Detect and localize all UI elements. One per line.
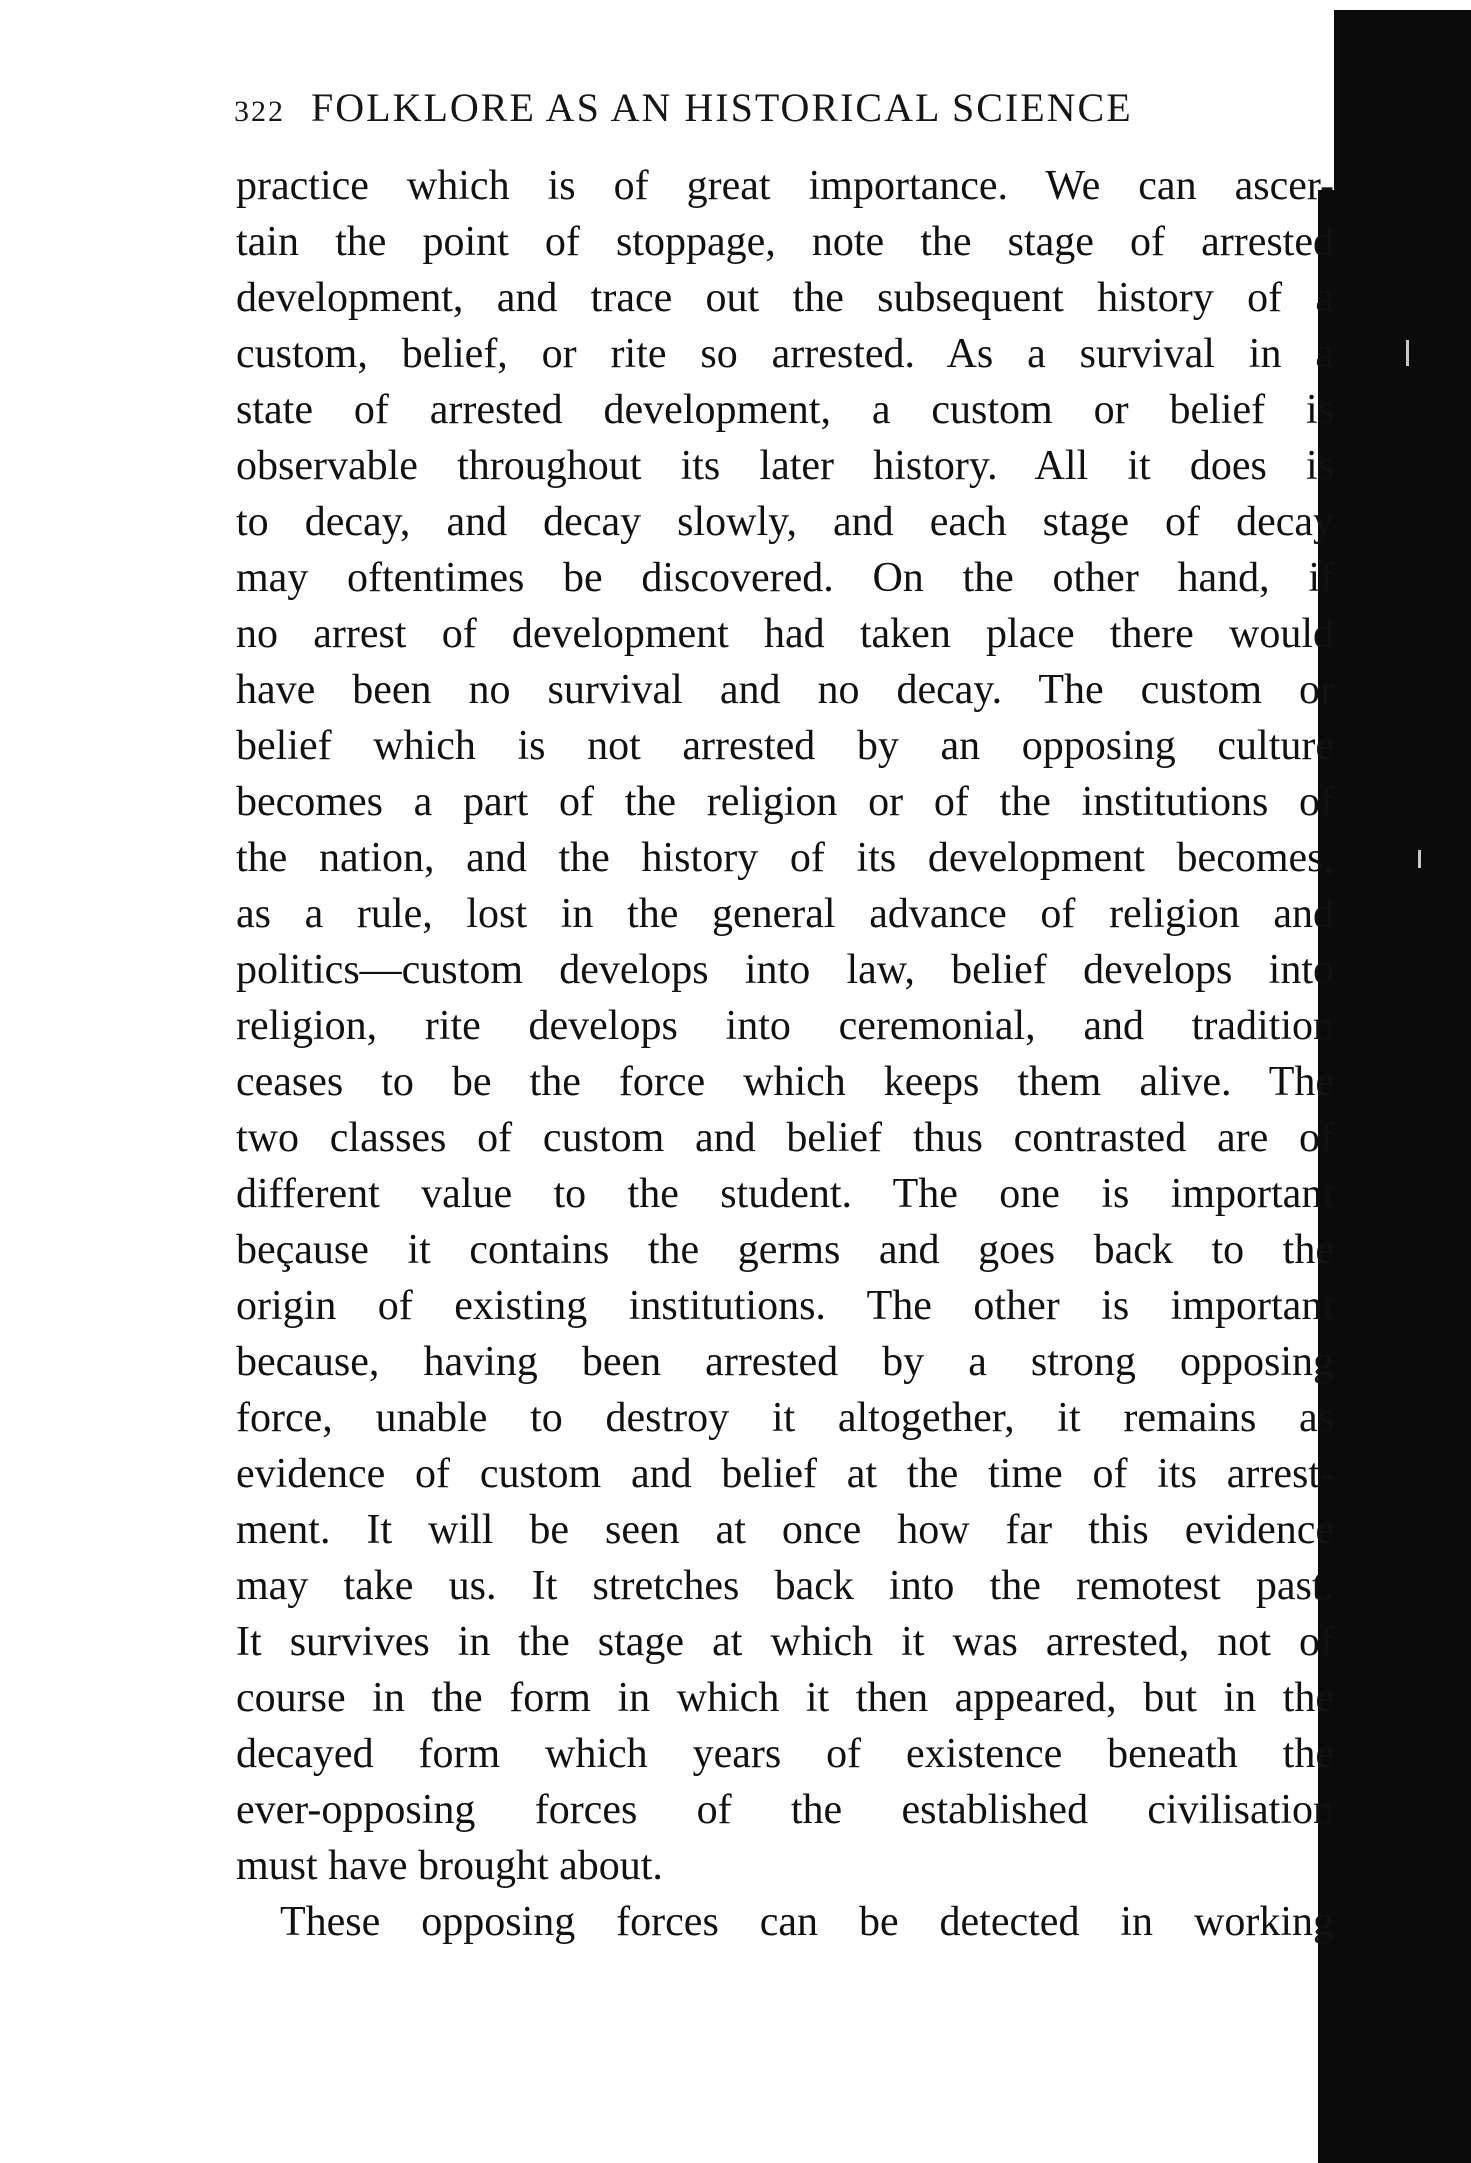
text-line: evidence of custom and belief at the time of its arrest- — [236, 1451, 1334, 1497]
binding-shadow — [1318, 10, 1471, 2163]
text-line: becomes a part of the religion or of the institutions of — [236, 779, 1334, 825]
text-line: decayed form which years of existence beneath the — [236, 1731, 1334, 1777]
text-line: belief which is not arrested by an opposing culture — [236, 723, 1334, 769]
running-head — [234, 84, 1133, 131]
text-line: have been no survival and no decay. The custom or — [236, 667, 1334, 713]
text-line: beçause it contains the germs and goes back to the — [236, 1227, 1334, 1273]
text-line: tain the point of stoppage, note the stage of arrested — [236, 219, 1334, 265]
text-line: ceases to be the force which keeps them alive. The — [236, 1059, 1334, 1105]
text-line: custom, belief, or rite so arrested. As a survival in a — [236, 331, 1334, 377]
text-line: religion, rite develops into ceremonial, and tradition — [236, 1003, 1334, 1049]
text-line: politics—custom develops into law, belief develops into — [236, 947, 1334, 993]
text-line: because, having been arrested by a strong opposing — [236, 1339, 1334, 1385]
text-line: It survives in the stage at which it was arrested, not of — [236, 1619, 1334, 1665]
text-line: may oftentimes be discovered. On the other hand, if — [236, 555, 1334, 601]
text-line: different value to the student. The one is important — [236, 1171, 1334, 1217]
body-text — [236, 158, 1334, 1950]
text-line: force, unable to destroy it altogether, it remains as — [236, 1395, 1334, 1441]
running-title: FOLKLORE AS AN HISTORICAL SCIENCE — [311, 85, 1133, 130]
text-line: course in the form in which it then appeared, but in the — [236, 1675, 1334, 1721]
text-line: as a rule, lost in the general advance of religion and — [236, 891, 1334, 937]
text-line: two classes of custom and belief thus contrasted are of — [236, 1115, 1334, 1161]
text-line: no arrest of development had taken place there would — [236, 611, 1334, 657]
text-line: state of arrested development, a custom or belief is — [236, 387, 1334, 433]
paragraph-opening-line: These opposing forces can be detected in working — [280, 1899, 1334, 1945]
text-line: development, and trace out the subsequent history of a — [236, 275, 1334, 321]
text-line: to decay, and decay slowly, and each stage of decay — [236, 499, 1334, 545]
text-line: ment. It will be seen at once how far this evidence — [236, 1507, 1334, 1553]
scan-speck — [1418, 850, 1421, 868]
text-line: must have brought about. — [236, 1843, 663, 1889]
text-line: may take us. It stretches back into the remotest past. — [236, 1563, 1334, 1609]
text-line: practice which is of great importance. We can ascer- — [236, 163, 1334, 209]
text-line: the nation, and the history of its development becomes, — [236, 835, 1334, 881]
text-line: origin of existing institutions. The other is important — [236, 1283, 1334, 1329]
page-number: 322 — [234, 95, 285, 128]
scan-speck — [1406, 340, 1409, 366]
text-line: ever-opposing forces of the established civilisation — [236, 1787, 1334, 1833]
text-line: observable throughout its later history. All it does is — [236, 443, 1334, 489]
